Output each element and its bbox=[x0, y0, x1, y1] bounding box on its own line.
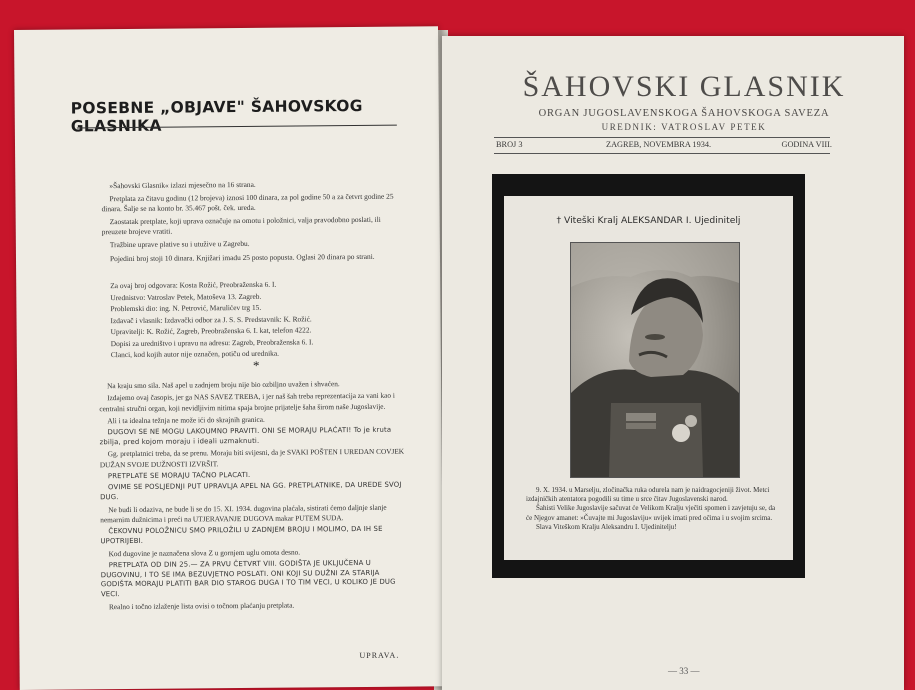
notice-paragraph: PRETPLATE SE MORAJU TAČNO PLACATI. bbox=[107, 470, 251, 480]
notice-paragraph: Ne budi li odaziva, ne bude li se do 15. XI. 1934. dugovina plaćala, sistirati ćemo daljnje slanje nemarnim dužnicima i preći na UTJERAVANJE DUGOVA makar PUTEM SUDA. bbox=[100, 502, 387, 525]
signature: UPRAVA. bbox=[359, 650, 400, 661]
memorial-paragraph: Slava Viteškom Kralju Aleksandru I. Ujedinitelju! bbox=[536, 522, 677, 531]
masthead-editor: UREDNIK: VATROSLAV PETEK bbox=[601, 122, 767, 132]
masthead-rule-bottom bbox=[494, 153, 830, 154]
portrait-illustration bbox=[571, 243, 739, 477]
page-number: — 33 — bbox=[668, 666, 700, 676]
memorial-text bbox=[526, 486, 781, 532]
memorial-paragraph: Šahisti Velike Jugoslavije sačuvat će Velikom Kralju vječiti spomen i zavjetuju se, da će Njegov amanet: »Čuvajte mi Jugoslaviju« uvijek imati pred očima i u svojim srcima. bbox=[526, 504, 776, 522]
notice-paragraph: PRETPLATA OD DIN 25.— ZA PRVU ČETVRT VIII. GODIŠTA JE UKLJUČENA U DUGOVINU, I TO SE IMA BEZUVJETNO POSLATI. ONI KOJI SU DUŽNI ZA STARIJA GODIŠTA MORAJU PLATITI BAR DIO STAROG DUGA I TO TIM VECI, U KOLIKO JE DUG VECI. bbox=[100, 558, 396, 599]
info-paragraph: Tražbine uprave plative su i utužive u Zagrebu. bbox=[109, 239, 250, 250]
contact-line: Urednistvo: Vatroslav Petek, Matoševa 13. Zagreb. bbox=[110, 291, 262, 302]
notice-paragraph: DUGOVI SE NE MOGU LAKOUMNO PRAVITI. ONI SE MORAJU PLAĆATI! To je kruta zbilja, pred kojom moraju i ideali uzmaknuti. bbox=[99, 425, 392, 446]
issue-volume: GODINA VIII. bbox=[781, 140, 832, 149]
masthead-rule-top bbox=[494, 137, 830, 138]
notice-paragraph: Na kraju smo sila. Naš apel u zadnjem broju nije bio ozbiljno uvažen i shvaćen. bbox=[107, 379, 340, 391]
subscription-info bbox=[101, 179, 402, 267]
right-page bbox=[442, 36, 904, 690]
contact-line: Dopisi za uredništvo i upravu na adresu: Zagreb, Preobraženska 6. I. bbox=[110, 337, 314, 348]
contacts-list bbox=[102, 279, 403, 363]
notice-paragraph: Realno i točno izlaženje lista ovisi o točnom plaćanju pretplata. bbox=[108, 600, 295, 611]
issue-number: BROJ 3 bbox=[496, 140, 523, 149]
notice-paragraph: OVIME SE POSLJEDNJI PUT UPRAVLJA APEL NA GG. PRETPLATNIKE, DA UREDE SVOJ DUG. bbox=[100, 480, 402, 502]
contact-line: Upravitelji: K. Rožić, Zagreb, Preobraženska 6. I. kat, telefon 4222. bbox=[110, 325, 312, 337]
notice-paragraph: ČEKOVNU POLOŽNICU SMO PRILOŽILI U ZADNJEM BROJU I MOLIMO, DA IH SE UPOTRIJEBI. bbox=[100, 525, 383, 546]
section-separator: * bbox=[252, 357, 260, 373]
king-portrait-photo bbox=[570, 242, 740, 478]
page-title: POSEBNE „OBJAVE" ŠAHOVSKOG GLASNIKA bbox=[70, 96, 363, 136]
masthead-subtitle: ORGAN JUGOSLAVENSKOGA ŠAHOVSKOGA SAVEZA bbox=[538, 108, 830, 119]
info-paragraph: Zaostatak pretplate, koji uprava označuje na omotu i položnici, valja pravodobno poslati, ili preuzete brojeve vratiti. bbox=[101, 215, 381, 237]
memorial-heading: † Viteški Kralj ALEKSANDAR I. Ujedinitelj bbox=[556, 215, 741, 226]
mourning-frame bbox=[492, 174, 805, 578]
memorial-panel bbox=[504, 196, 793, 560]
notice-paragraph: Izdajemo ovaj časopis, jer ga NAS SAVEZ TREBA, i jer naš šah treba reprezentacija za vani kao i centralni stručni organ, koji nevidljivim nitima spaja brojne prijatelje šaha širom naše Jugoslavije. bbox=[99, 390, 395, 413]
contact-line: Problemski dio: ing. N. Petrović, Marulićev trg 15. bbox=[110, 302, 262, 314]
contact-line: Za ovaj broj odgovara: Kosta Rožić, Preobraženska 6. I. bbox=[110, 279, 277, 291]
notice-paragraph: Kod dugovine je naznačena slova Z u gornjem uglu omota desno. bbox=[108, 547, 301, 558]
notice-paragraph: Ali i ta idealna težnja ne može ići do skrajnih granica. bbox=[107, 414, 265, 425]
contact-line: Clanci, kod kojih autor nije označen, potiču od urednika. bbox=[110, 349, 279, 360]
memorial-paragraph: 9. X. 1934. u Marselju, zločinačka ruka odurela nam je naidragocjeniji život. Metci izdajničkih atentatora pogodili su time u srce čitav Jugoslavenski narod. bbox=[526, 486, 770, 504]
masthead-title: ŠAHOVSKI GLASNIK bbox=[522, 70, 846, 103]
left-page bbox=[14, 26, 444, 690]
info-paragraph: Pretplata za čitavu godinu (12 brojeva) iznosi 100 dinara, za pol godine 50 a za četvrt godine 25 dinara. Šalje se na konto br. 35.467 pošt. ček. ureda. bbox=[101, 191, 394, 214]
issue-place-date: ZAGREB, NOVEMBRA 1934. bbox=[606, 140, 712, 149]
info-paragraph: Pojedini broj stoji 10 dinara. Knjižari imadu 25 posto popusta. Oglasi 20 dinara po strani. bbox=[109, 251, 375, 263]
contact-line: Izdavač i vlasnik: Izdavački odbor za J. S. S. Predstavnik: K. Rožić. bbox=[110, 314, 312, 325]
info-paragraph: »Šahovski Glasnik« izlazi mjesečno na 16 strana. bbox=[109, 179, 256, 191]
notice-paragraph: Gg. pretplatnici treba, da se prenu. Moraju biti svijesni, da je SVAKI POŠTEN I UREDAN COVJEK DUŽAN SVOJE DUŽNOSTI IZVRŠIT. bbox=[99, 446, 405, 469]
payment-notice bbox=[99, 379, 413, 615]
